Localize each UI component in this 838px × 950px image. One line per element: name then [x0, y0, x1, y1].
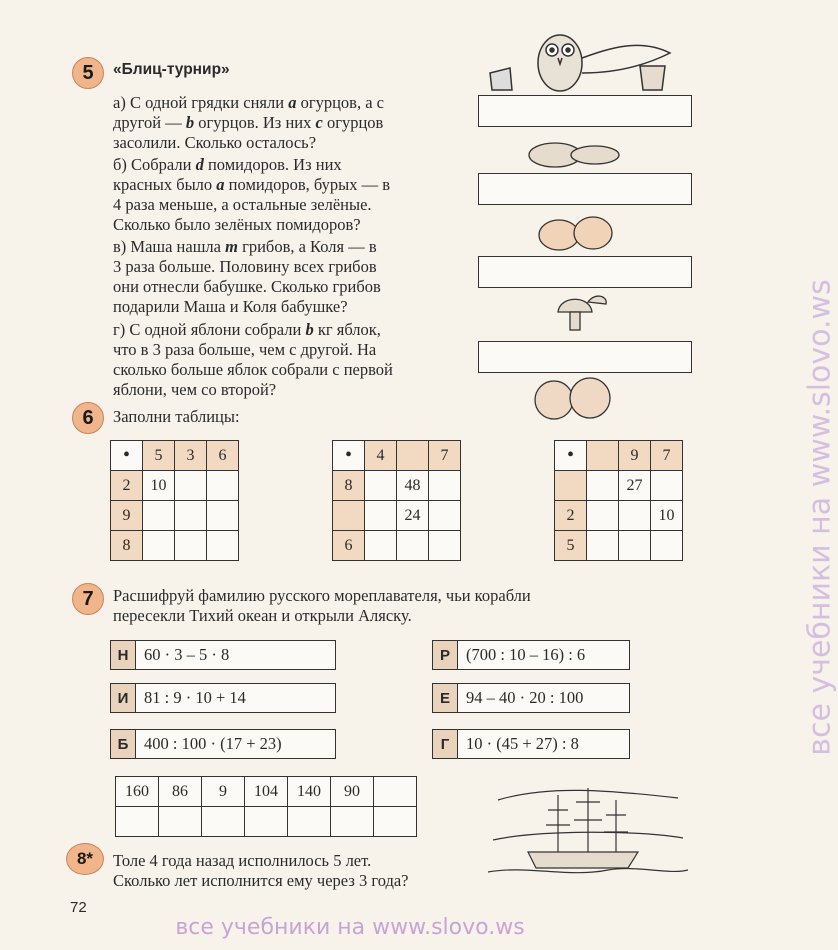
decode-letter-cell[interactable] [374, 807, 417, 837]
task-6-number: 6 [72, 402, 104, 434]
row-head: 2 [555, 501, 587, 531]
answer-box-d[interactable] [478, 341, 692, 373]
multiplication-table-1 [110, 440, 239, 561]
table-cell[interactable] [175, 501, 207, 531]
table-cell[interactable] [587, 531, 619, 561]
row-head: 6 [333, 531, 365, 561]
row-head: 5 [555, 531, 587, 561]
expression-I [110, 683, 336, 713]
decode-number: 140 [288, 777, 331, 807]
expression-text: 10 · (45 + 27) : 8 [466, 734, 579, 753]
table-cell[interactable] [651, 471, 683, 501]
table-cell[interactable] [175, 471, 207, 501]
corner-cell: • [333, 441, 365, 471]
decode-number: 9 [202, 777, 245, 807]
owl-illustration [470, 18, 700, 94]
table-cell[interactable] [365, 471, 397, 501]
expression-N [110, 640, 336, 670]
decode-letter-cell[interactable] [116, 807, 159, 837]
decode-letter-cell[interactable] [245, 807, 288, 837]
col-head: 5 [143, 441, 175, 471]
table-cell[interactable]: 27 [619, 471, 651, 501]
table-cell[interactable] [619, 531, 651, 561]
row-head: 8 [111, 531, 143, 561]
table-cell[interactable]: 10 [651, 501, 683, 531]
expression-R [432, 640, 630, 670]
col-head: 3 [175, 441, 207, 471]
expression-text: 94 – 40 · 20 : 100 [466, 688, 584, 707]
expression-E [432, 683, 630, 713]
table-cell[interactable] [397, 531, 429, 561]
col-head: 7 [651, 441, 683, 471]
table-cell[interactable] [207, 531, 239, 561]
task-5d-text: г) С одной яблони собрали b кг яблок, что в 3 раза больше, чем с другой. На сколько больше яблок собрали с первой яблони, чем со второй? [113, 320, 393, 399]
table-cell[interactable] [587, 501, 619, 531]
col-head: 9 [619, 441, 651, 471]
col-head[interactable] [587, 441, 619, 471]
expression-letter: Е [433, 684, 458, 712]
row-head: 8 [333, 471, 365, 501]
expression-text: 400 : 100 · (17 + 23) [144, 734, 282, 753]
table-cell[interactable] [143, 501, 175, 531]
tomato-icon [535, 208, 615, 253]
page-number: 72 [70, 899, 87, 916]
table-cell[interactable] [587, 471, 619, 501]
mushroom-icon [550, 290, 610, 335]
task-7-number: 7 [72, 583, 104, 615]
expression-letter: Н [111, 641, 136, 669]
decode-number: 86 [159, 777, 202, 807]
task-8-text: Толе 4 года назад исполнилось 5 лет. Сколько лет исполнится ему через 3 года? [113, 851, 409, 890]
table-cell[interactable] [619, 501, 651, 531]
expression-text: 60 · 3 – 5 · 8 [144, 645, 230, 664]
corner-cell: • [111, 441, 143, 471]
table-cell[interactable] [143, 531, 175, 561]
table-cell[interactable] [429, 471, 461, 501]
table-cell[interactable] [365, 501, 397, 531]
multiplication-table-3 [554, 440, 683, 561]
multiplication-table-2 [332, 440, 461, 561]
corner-cell: • [555, 441, 587, 471]
table-cell[interactable] [429, 531, 461, 561]
decode-letter-cell[interactable] [331, 807, 374, 837]
col-head: 6 [207, 441, 239, 471]
task-8-number: 8* [66, 843, 104, 875]
col-head[interactable] [397, 441, 429, 471]
decode-number: 160 [116, 777, 159, 807]
row-head[interactable] [555, 471, 587, 501]
table-cell[interactable] [365, 531, 397, 561]
decode-table [115, 776, 417, 837]
answer-box-c[interactable] [478, 256, 692, 288]
row-head: 9 [111, 501, 143, 531]
task-5a-text: а) С одной грядки сняли a огурцов, а с другой — b огурцов. Из них c огурцов засолили. Сколько осталось? [113, 93, 384, 152]
table-cell[interactable] [207, 501, 239, 531]
task-5-title: «Блиц-турнир» [113, 61, 230, 78]
answer-box-a[interactable] [478, 95, 692, 127]
task-7-text: Расшифруй фамилию русского мореплавателя, чьи корабли пересекли Тихий океан и открыли Аляску. [113, 586, 531, 625]
expression-G [432, 729, 630, 759]
expression-letter: Р [433, 641, 458, 669]
expression-letter: И [111, 684, 136, 712]
expression-letter: Г [433, 730, 458, 758]
decode-number: 90 [331, 777, 374, 807]
decode-number-empty[interactable] [374, 777, 417, 807]
decode-letter-cell[interactable] [159, 807, 202, 837]
task-5-number: 5 [72, 57, 104, 89]
col-head: 4 [365, 441, 397, 471]
expression-B [110, 729, 336, 759]
table-cell[interactable] [651, 531, 683, 561]
cucumber-icon [525, 135, 625, 173]
task-6-title: Заполни таблицы: [113, 407, 240, 426]
bottom-watermark: все учебники на www.slovo.ws [175, 915, 525, 940]
decode-letter-cell[interactable] [288, 807, 331, 837]
task-5b-text: б) Собрали d помидоров. Из них красных было a помидоров, бурых — в 4 раза меньше, а остальные зелёные. Сколько было зелёных помидоров? [113, 155, 391, 234]
table-cell[interactable] [175, 531, 207, 561]
table-cell[interactable]: 24 [397, 501, 429, 531]
col-head: 7 [429, 441, 461, 471]
expression-letter: Б [111, 730, 136, 758]
side-watermark: все учебники на www.slovo.ws [802, 279, 838, 756]
ship-illustration [488, 780, 688, 880]
task-5c-text: в) Маша нашла m грибов, а Коля — в 3 раза больше. Половину всех грибов они отнесли бабушке. Сколько грибов подарили Маша и Коля бабушке? [113, 237, 381, 316]
expression-text: 81 : 9 · 10 + 14 [144, 688, 246, 707]
table-cell[interactable]: 10 [143, 471, 175, 501]
table-cell[interactable] [207, 471, 239, 501]
expression-text: (700 : 10 – 16) : 6 [466, 645, 586, 664]
row-head[interactable] [333, 501, 365, 531]
apple-icon [530, 372, 615, 422]
answer-box-b[interactable] [478, 173, 692, 205]
row-head: 2 [111, 471, 143, 501]
table-cell[interactable]: 48 [397, 471, 429, 501]
decode-letter-cell[interactable] [202, 807, 245, 837]
decode-number: 104 [245, 777, 288, 807]
table-cell[interactable] [429, 501, 461, 531]
